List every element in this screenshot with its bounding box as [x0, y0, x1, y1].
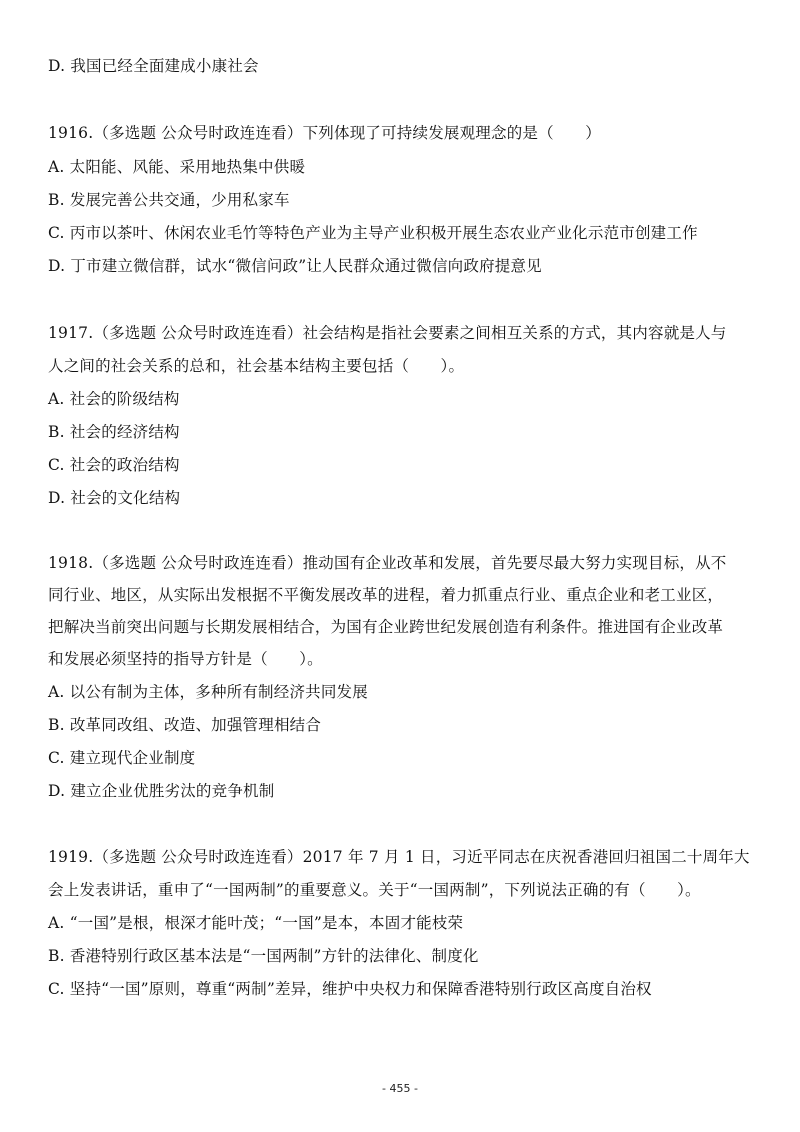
option-c: C. 坚持“一国”原则，尊重“两制”差异，维护中央权力和保障香港特别行政区高度自治权 — [48, 980, 652, 998]
option-b: B. 社会的经济结构 — [48, 423, 180, 441]
option-a: A. 社会的阶级结构 — [48, 390, 180, 408]
option-b: B. 改革同改组、改造、加强管理相结合 — [48, 716, 322, 734]
question-stem-line: 1916.（多选题 公众号时政连连看）下列体现了可持续发展观理念的是（ ） — [48, 124, 601, 142]
question-stem-line: 把解决当前突出问题与长期发展相结合，为国有企业跨世纪发展创造有利条件。推进国有企业改革 — [48, 618, 724, 636]
option-a: A. 以公有制为主体，多种所有制经济共同发展 — [48, 683, 368, 701]
question-stem-line: 同行业、地区，从实际出发根据不平衡发展改革的进程，着力抓重点行业、重点企业和老工业区， — [48, 586, 724, 604]
question-stem-line: 1919.（多选题 公众号时政连连看）2017 年 7 月 1 日，习近平同志在庆祝香港回归祖国二十周年大 — [48, 848, 750, 866]
question-stem-line: 1918.（多选题 公众号时政连连看）推动国有企业改革和发展，首先要尽最大努力实现目标，从不 — [48, 554, 727, 572]
page-number: - 455 - — [382, 1082, 418, 1095]
option-a: A. “一国”是根，根深才能叶茂；“一国”是本，本固才能枝荣 — [48, 914, 464, 932]
option-d: D. 丁市建立微信群，试水“微信问政”让人民群众通过微信向政府提意见 — [48, 257, 542, 275]
option-c: C. 丙市以茶叶、休闲农业毛竹等特色产业为主导产业积极开展生态农业产业化示范市创建工作 — [48, 224, 698, 242]
option-b: B. 发展完善公共交通，少用私家车 — [48, 191, 290, 209]
question-stem-line: 会上发表讲话，重申了“一国两制”的重要意义。关于“一国两制”，下列说法正确的有（ ）。 — [48, 881, 701, 899]
option-d: D. 社会的文化结构 — [48, 489, 181, 507]
question-stem-line: 人之间的社会关系的总和，社会基本结构主要包括（ ）。 — [48, 357, 465, 375]
question-stem-line: 和发展必须坚持的指导方针是（ ）。 — [48, 650, 323, 668]
option-c: C. 社会的政治结构 — [48, 456, 180, 474]
option-c: C. 建立现代企业制度 — [48, 749, 196, 767]
option-b: B. 香港特别行政区基本法是“一国两制”方针的法律化、制度化 — [48, 947, 479, 965]
option-d: D. 建立企业优胜劣汰的竞争机制 — [48, 782, 275, 800]
question-stem-line: 1917.（多选题 公众号时政连连看）社会结构是指社会要素之间相互关系的方式，其内容就是人与 — [48, 324, 727, 342]
prev-question-option-d: D. 我国已经全面建成小康社会 — [48, 57, 259, 75]
option-a: A. 太阳能、风能、采用地热集中供暖 — [48, 158, 306, 176]
